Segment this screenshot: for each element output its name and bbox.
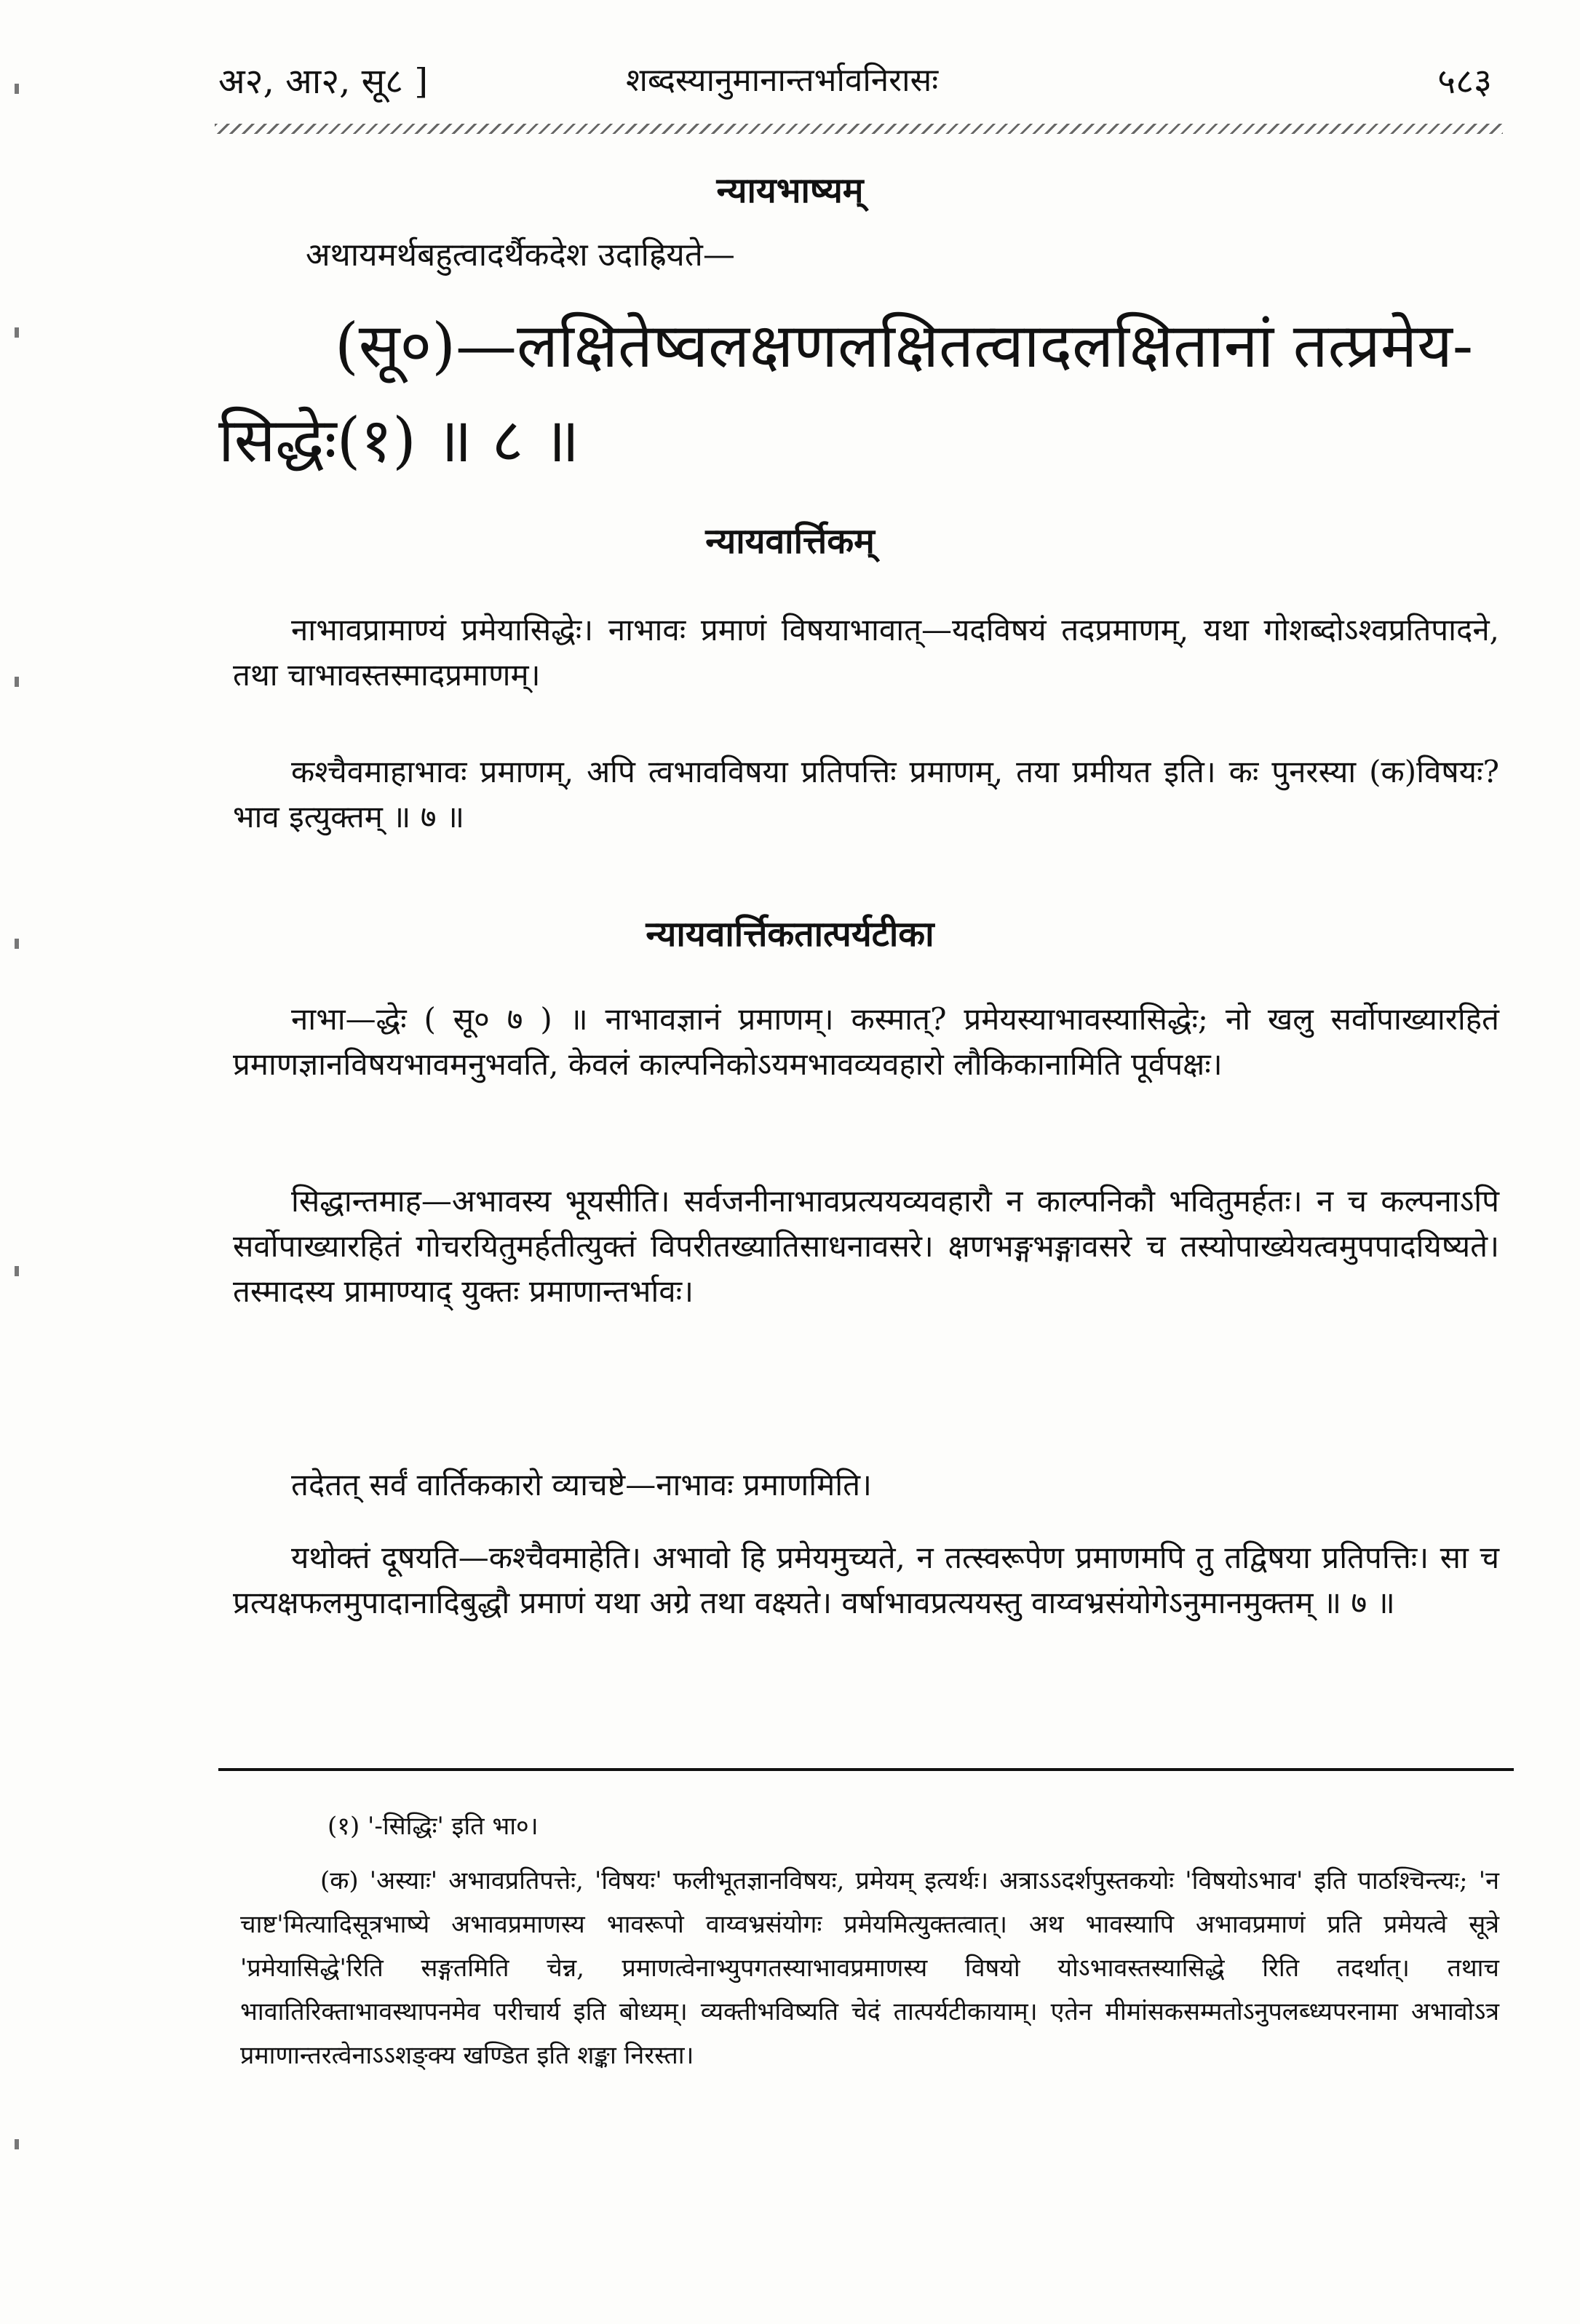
margin-mark (15, 1266, 19, 1276)
heading-bhashya: न्यायभाष्यम् (716, 170, 864, 211)
heading-vartika: न्यायवार्त्तिकम् (705, 521, 875, 562)
footnote-separator (218, 1768, 1514, 1771)
sutra-line-2: सिद्धेः(१) ॥ ८ ॥ (218, 405, 580, 476)
tika-para-4: यथोक्तं दूषयति—कश्चैवमाहेति। अभावो हि प्रमेयमुच्यते, न तत्स्वरूपेण प्रमाणमपि तु तद्विषया प्रतिपत्तिः। सा च प्रत्यक्षफलमुपादानादिबुद्धौ प्रमाणं यथा अग्रे तथा वक्ष्यते। वर्षाभावप्रत्ययस्तु वाय्वभ्रसंयोगेऽनुमानमुक्तम् ॥ ७ ॥ (233, 1540, 1499, 1620)
vartika-para-2: कश्चैवमाहाभावः प्रमाणम्, अपि त्वभावविषया प्रतिपत्तिः प्रमाणम्, तया प्रमीयत इति। कः पुनरस्या (क)विषयः? भाव इत्युक्तम् ॥ ७ ॥ (233, 754, 1499, 835)
page-number: ५८३ (1437, 61, 1492, 102)
header-title: शब्दस्यानुमानान्तर्भावनिरासः (626, 62, 939, 99)
margin-mark (15, 84, 19, 94)
footnote-1: (१) '-सिद्धिः' इति भा०। (327, 1812, 539, 1841)
margin-mark (15, 939, 19, 949)
sutra-line-1: (सू०)—लक्षितेष्वलक्षणलक्षितत्वादलक्षितानां तत्प्रमेय- (335, 310, 1474, 381)
vartika-para-1: नाभावप्रामाण्यं प्रमेयासिद्धेः। नाभावः प्रमाणं विषयाभावात्—यदविषयं तदप्रमाणम्, यथा गोशब्दोऽश्वप्रतिपादने, तथा चाभावस्तस्मादप्रमाणम्। (233, 612, 1499, 693)
bhashya-intro: अथायमर्थबहुत्वादर्थैकदेश उदाह्रियते— (306, 236, 735, 274)
footnote-ka: (क) 'अस्याः' अभावप्रतिपत्तेः, 'विषयः' फलीभूतज्ञानविषयः, प्रमेयम् इत्यर्थः। अत्राऽऽदर्शपुस्तकयोः 'विषयोऽभाव' इति पाठश्चिन्त्यः; 'न चाष्ट'मित्यादिसूत्रभाष्ये अभावप्रमाणस्य भावरूपो वाय्वभ्रसंयोगः प्रमेयमित्युक्तत्वात्। अथ भावस्यापि अभावप्रमाणं प्रति प्रमेयत्वे सूत्रे 'प्रमेयासिद्धे'रिति सङ्गतमिति चेन्न, प्रमाणत्वेनाभ्युपगतस्याभावप्रमाणस्य विषयो योऽभावस्तस्यासिद्धे रिति तदर्थात्। तथाच भावातिरिक्ताभावस्थापनमेव परीचार्य इति बोध्यम्। व्यक्तीभविष्यति चेदं तात्पर्यटीकायाम्। एतेन मीमांसकसम्मतोऽनुपलब्ध्यपरनामा अभावोऽत्र प्रमाणान्तरत्वेनाऽऽशङ्क्य खण्डित इति शङ्का निरस्ता। (240, 1866, 1499, 2070)
header-wavy-rule (215, 124, 1503, 134)
header-reference: अ२, आ२, सू८ ] (218, 61, 429, 102)
heading-tika: न्यायवार्त्तिकतात्पर्यटीका (646, 914, 934, 955)
tika-para-2: सिद्धान्तमाह—अभावस्य भूयसीति। सर्वजनीनाभावप्रत्ययव्यवहारौ न काल्पनिकौ भवितुमर्हतः। न च कल्पनाऽपि सर्वोपाख्यारहितं गोचरयितुमर्हतीत्युक्तं विपरीतख्यातिसाधनावसरे। क्षणभङ्गभङ्गावसरे च तस्योपाख्येयत्वमुपपादयिष्यते। तस्मादस्य प्रामाण्याद् युक्तः प्रमाणान्तर्भावः। (233, 1183, 1499, 1309)
margin-mark (15, 2139, 19, 2149)
running-header (218, 57, 1492, 108)
tika-para-1: नाभा—द्धेः ( सू० ७ ) ॥ नाभावज्ञानं प्रमाणम्। कस्मात्? प्रमेयस्याभावस्यासिद्धेः; नो खलु सर्वोपाख्यारहितं प्रमाणज्ञानविषयभावमनुभवति, केवलं काल्पनिकोऽयमभावव्यवहारो लौकिकानामिति पूर्वपक्षः। (233, 1001, 1499, 1082)
margin-mark (15, 327, 19, 338)
tika-para-3: तदेतत् सर्वं वार्तिककारो व्याचष्टे—नाभावः प्रमाणमिति। (291, 1467, 872, 1503)
margin-mark (15, 677, 19, 687)
